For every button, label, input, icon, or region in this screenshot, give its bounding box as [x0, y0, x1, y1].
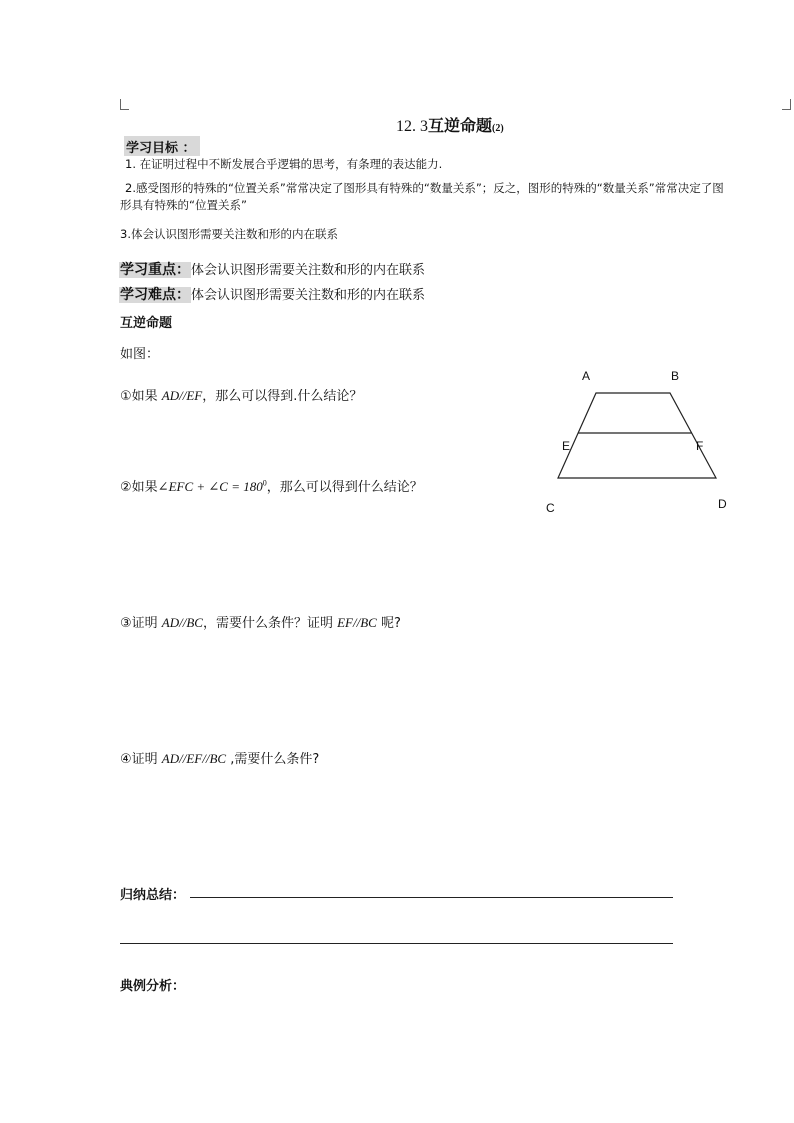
- math-expression: AD//EF//BC: [161, 751, 227, 766]
- intro-text: 如图：: [120, 347, 160, 362]
- crop-mark-right: [782, 99, 791, 110]
- question-marker: ④: [120, 752, 132, 767]
- title-text: 互逆命题: [428, 118, 493, 135]
- question-marker: ①: [120, 389, 132, 404]
- objective-item-2-cont: 形具有特殊的“位置关系”: [120, 198, 247, 212]
- label-f: F: [696, 439, 704, 453]
- math-superscript: 0: [262, 478, 267, 488]
- summary-fill-line-2: [120, 943, 673, 944]
- question-4: ④证明 AD//EF//BC ,需要什么条件?: [120, 751, 320, 767]
- difficulty-text: 体会认识图形需要关注数和形的内在联系: [191, 288, 426, 303]
- key-point-label: 学习重点：: [120, 262, 190, 278]
- objectives-label: 学习目标 ：: [124, 136, 200, 156]
- crop-mark-left: [120, 99, 129, 110]
- label-c: C: [546, 501, 555, 515]
- title-number: 12. 3: [396, 118, 428, 135]
- key-point-text: 体会认识图形需要关注数和形的内在联系: [191, 263, 426, 278]
- label-b: B: [671, 369, 680, 383]
- math-expression: ∠EFC + ∠C = 180: [157, 479, 263, 494]
- key-point: [119, 259, 425, 279]
- question-marker: ②: [120, 480, 132, 495]
- objective-item-3: 3.体会认识图形需要关注数和形的内在联系: [120, 227, 338, 241]
- objective-item-1: 1. 在证明过程中不断发展合乎逻辑的思考，有条理的表达能力.: [125, 157, 443, 171]
- math-expression: AD//EF: [161, 388, 203, 403]
- question-2: ②如果∠EFC + ∠C = $180^0$，那么可以得到什么结论？: [120, 478, 423, 495]
- section-title: 互逆命题: [120, 316, 173, 331]
- math-expression: AD//BC: [161, 615, 203, 630]
- difficulty-label: 学习难点：: [120, 287, 190, 303]
- label-d: D: [718, 497, 727, 511]
- question-marker: ③: [120, 616, 132, 631]
- label-a: A: [582, 369, 591, 383]
- summary-fill-line-1: [190, 897, 673, 898]
- trapezoid-figure: [530, 360, 740, 525]
- difficulty: [119, 284, 425, 304]
- label-e: E: [562, 439, 571, 453]
- example-label: 典例分析：: [120, 979, 186, 994]
- title-suffix: (2): [492, 123, 504, 134]
- question-1: ①如果 AD//EF，那么可以得到.什么结论？: [120, 388, 363, 404]
- objective-item-2: 2.感受图形的特殊的“位置关系”常常决定了图形具有特殊的“数量关系”；反之，图形的特殊的“数量关系”常常决定了图: [125, 181, 724, 195]
- trapezoid-outline: [558, 393, 716, 478]
- page-title: [396, 113, 504, 136]
- question-3: ③证明 AD//BC，需要什么条件？证明 EF//BC 呢?: [120, 615, 401, 631]
- summary-label: 归纳总结：: [120, 888, 186, 903]
- math-expression-2: EF//BC: [337, 615, 377, 630]
